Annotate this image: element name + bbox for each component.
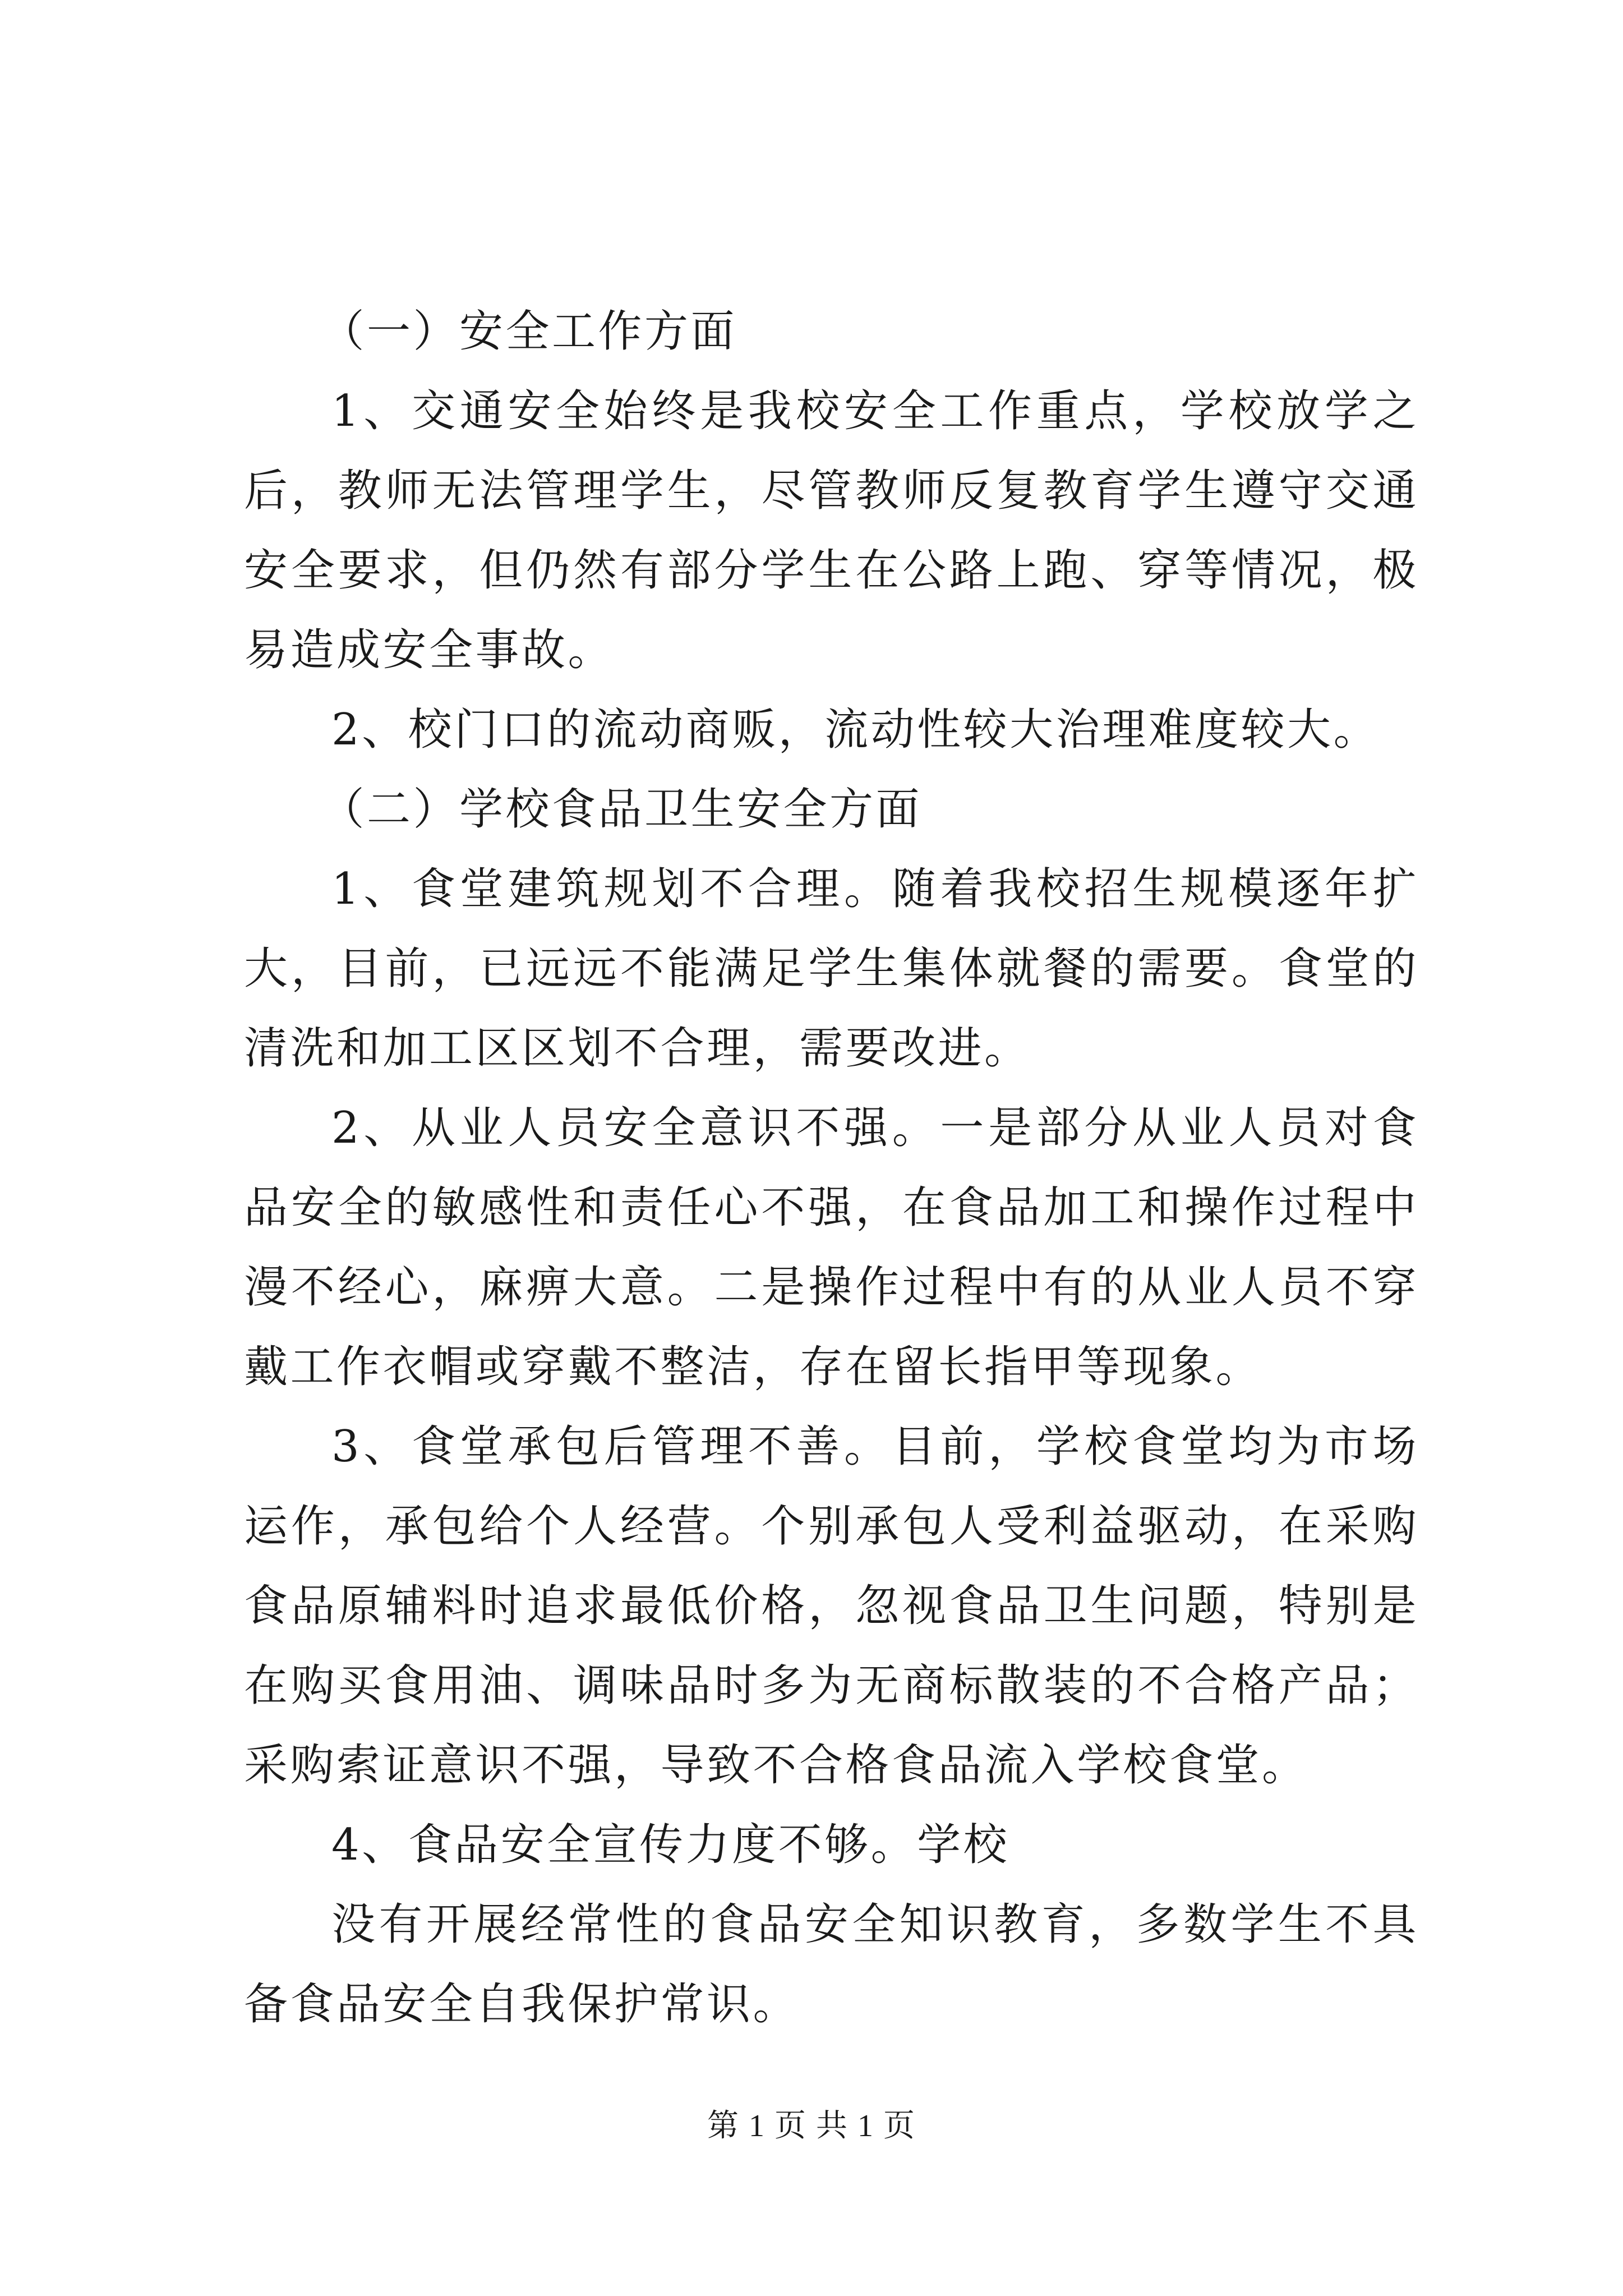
- section-heading-safety-work: （一）安全工作方面: [320, 306, 737, 357]
- paragraph-staff-awareness: 2、从业人员安全意识不强。一是部分从业人员对食品安全的敏感性和责任心不强，在食品加工和操作过程中漫不经心，麻痹大意。二是操作过程中有的从业人员不穿戴工作衣帽或穿戴不整洁，存在留长指甲等现象。: [244, 1103, 1419, 1392]
- paragraph-street-vendors: 2、校门口的流动商贩，流动性较大治理难度较大。: [331, 705, 1380, 755]
- page-footer: 第 1 页 共 1 页: [707, 2109, 916, 2143]
- paragraph-publicity-part2: 没有开展经常性的食品安全知识教育，多数学生不具备食品安全自我保护常识。: [244, 1899, 1419, 2030]
- paragraph-canteen-planning: 1、食堂建筑规划不合理。随着我校招生规模逐年扩大，目前，已远远不能满足学生集体就餐的需要。食堂的清洗和加工区区划不合理，需要改进。: [244, 864, 1419, 1074]
- paragraph-contract-management: 3、食堂承包后管理不善。目前，学校食堂均为市场运作，承包给个人经营。个别承包人受利益驱动，在采购食品原辅料时追求最低价格，忽视食品卫生问题，特别是在购买食用油、调味品时多为无商标散装的不合格产品；采购索证意识不强，导致不合格食品流入学校食堂。: [244, 1421, 1419, 1791]
- document-body: [244, 292, 1419, 2044]
- paragraph-publicity-part1: 4、食品安全宣传力度不够。学校: [331, 1820, 1010, 1870]
- paragraph-traffic-safety: 1、交通安全始终是我校安全工作重点，学校放学之后，教师无法管理学生，尽管教师反复教育学生遵守交通安全要求，但仍然有部分学生在公路上跑、穿等情况，极易造成安全事故。: [244, 386, 1419, 675]
- section-heading-food-safety: （二）学校食品卫生安全方面: [320, 784, 923, 835]
